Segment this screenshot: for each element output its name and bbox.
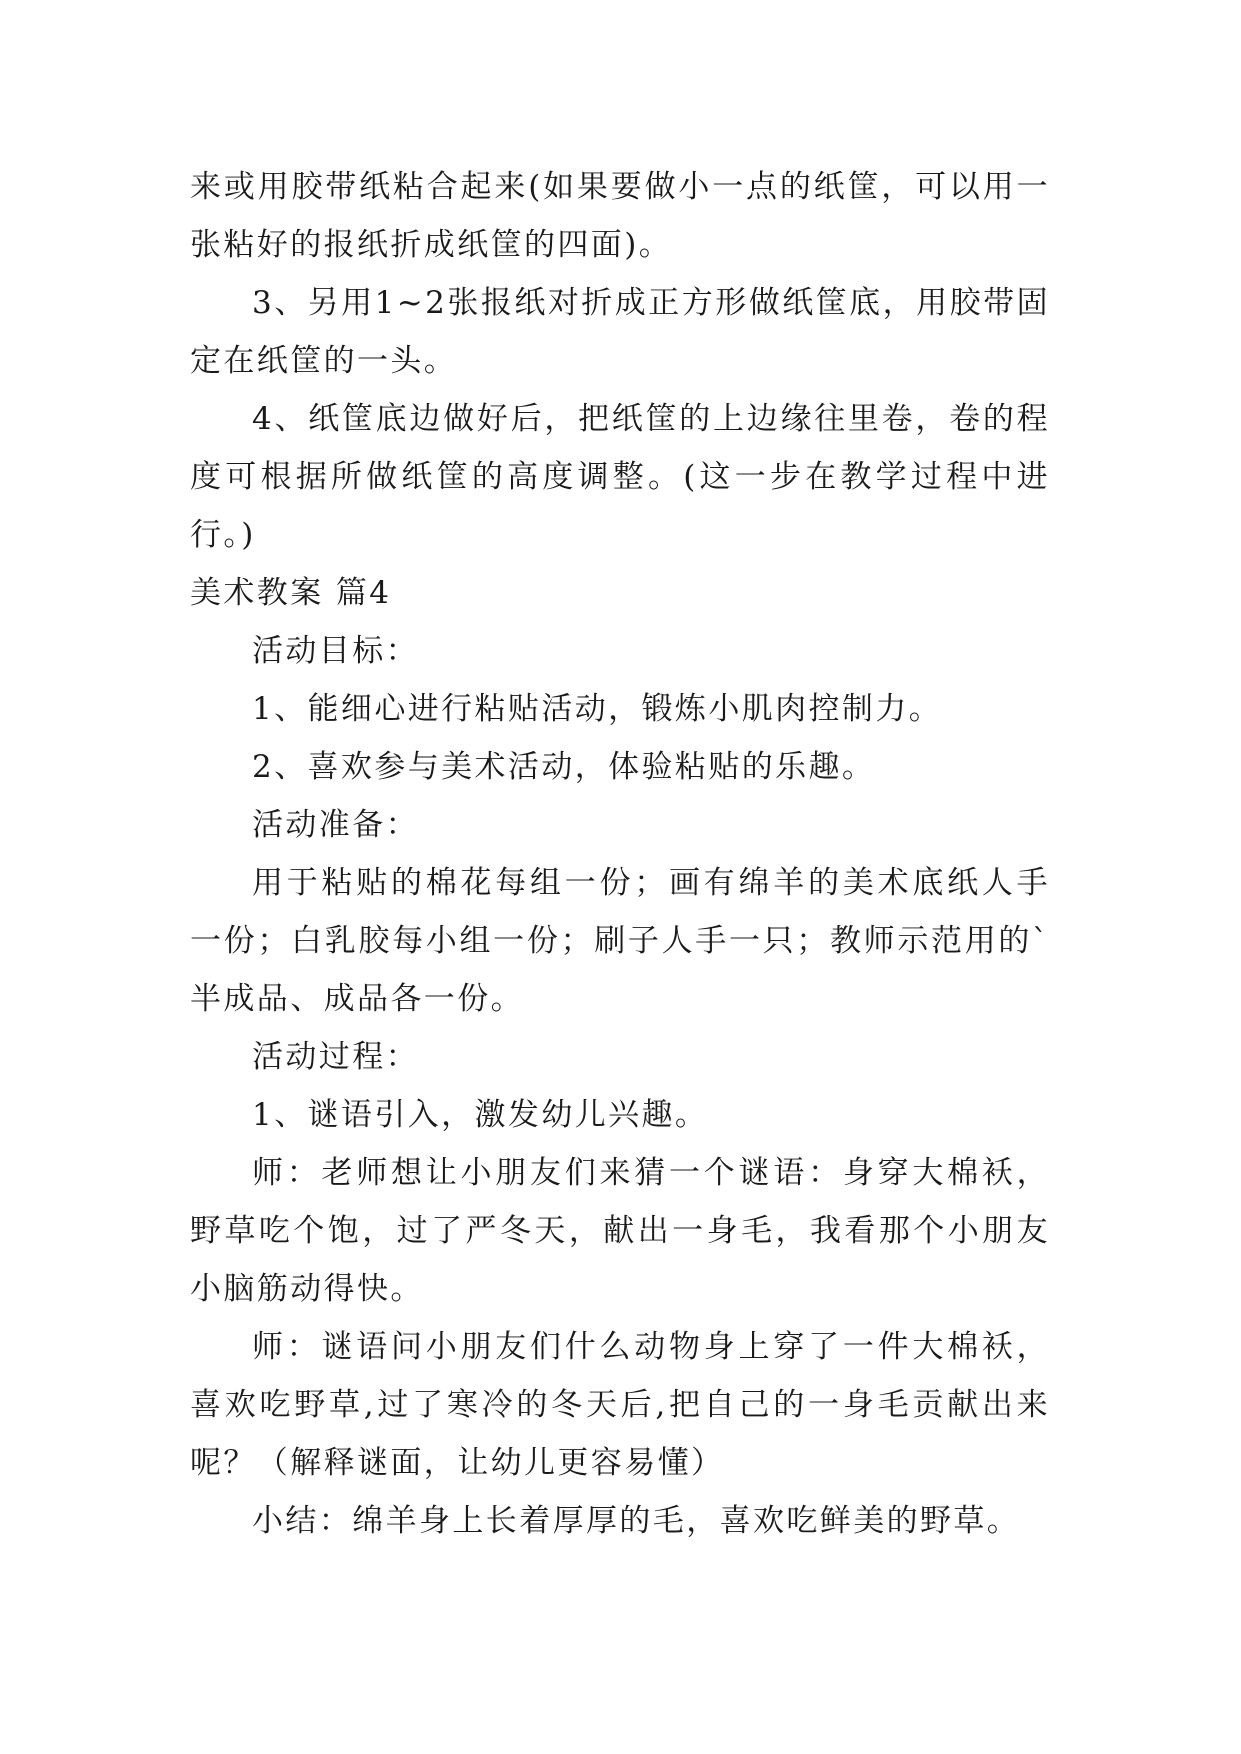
paragraph-continuation: 来或用胶带纸粘合起来(如果要做小一点的纸筐，可以用一张粘好的报纸折成纸筐的四面)。 xyxy=(190,169,1050,263)
paragraph-step-3: 3、另用1~2张报纸对折成正方形做纸筐底，用胶带固定在纸筐的一头。 xyxy=(190,285,1050,379)
paragraph-teacher-riddle: 师：老师想让小朋友们来猜一个谜语：身穿大棉袄，野草吃个饱，过了严冬天，献出一身毛，我看那个小朋友小脑筋动得快。 xyxy=(190,1155,1050,1307)
paragraph-goal-2: 2、喜欢参与美术活动，体验粘贴的乐趣。 xyxy=(252,749,876,785)
paragraph-summary: 小结：绵羊身上长着厚厚的毛，喜欢吃鲜美的野草。 xyxy=(252,1503,1021,1539)
section-heading: 美术教案 篇4 xyxy=(190,575,392,611)
label-activity-goals: 活动目标： xyxy=(252,633,419,669)
paragraph-preparation: 用于粘贴的棉花每组一份；画有绵羊的美术底纸人手一份；白乳胶每小组一份；刷子人手一只；教师示范用的`半成品、成品各一份。 xyxy=(190,865,1050,1017)
label-activity-preparation: 活动准备： xyxy=(252,807,419,843)
paragraph-teacher-explanation: 师：谜语问小朋友们什么动物身上穿了一件大棉袄，喜欢吃野草,过了寒冷的冬天后,把自己的一身毛贡献出来呢？（解释谜面，让幼儿更容易懂） xyxy=(190,1329,1050,1481)
paragraph-process-1: 1、谜语引入，激发幼儿兴趣。 xyxy=(252,1097,709,1133)
document-body xyxy=(190,158,1050,1550)
paragraph-goal-1: 1、能细心进行粘贴活动，锻炼小肌肉控制力。 xyxy=(252,691,943,727)
label-activity-process: 活动过程： xyxy=(252,1039,419,1075)
paragraph-step-4: 4、纸筐底边做好后，把纸筐的上边缘往里卷，卷的程度可根据所做纸筐的高度调整。(这一步在教学过程中进行。) xyxy=(190,401,1050,553)
